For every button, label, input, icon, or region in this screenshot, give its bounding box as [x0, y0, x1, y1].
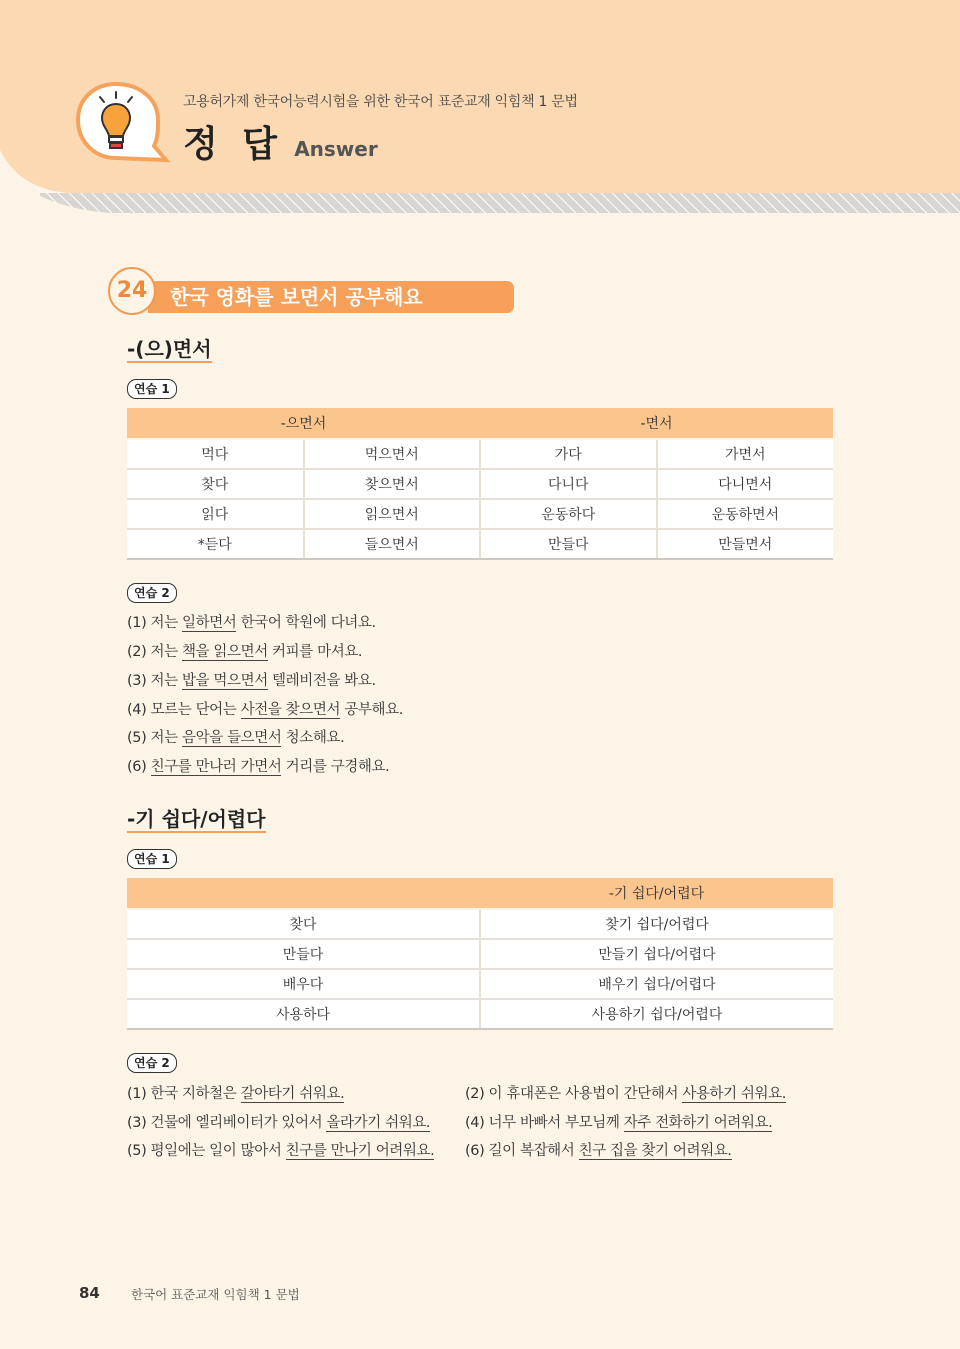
- answer-underline: 책을 읽으면서: [181, 644, 268, 660]
- answer-underline: 일하면서: [181, 615, 237, 631]
- table-cell: 만들면서: [657, 529, 834, 559]
- page-number: 84: [79, 1284, 100, 1302]
- table-cell: 가다: [480, 439, 657, 469]
- table-row: [127, 969, 833, 999]
- answer-underline: 자주 전화하기 어려워요.: [623, 1115, 773, 1131]
- lesson-title: 한국 영화를 보면서 공부해요: [170, 285, 423, 309]
- table-cell: 다니면서: [657, 469, 834, 499]
- table-row: [127, 939, 833, 969]
- answer-line: (6) 친구를 만나러 가면서 거리를 구경해요.: [127, 759, 390, 775]
- answer-table-gi-swipda: [127, 878, 833, 1030]
- table-cell: 찾으면서: [304, 469, 481, 499]
- answer-line: (5) 평일에는 일이 많아서 친구를 만나기 어려워요.: [127, 1143, 435, 1159]
- table-cell: 운동하면서: [657, 499, 834, 529]
- table-cell: 배우다: [127, 969, 480, 999]
- section-title-gi-swipda: -기 쉽다/어렵다: [127, 807, 266, 831]
- answer-underline: 친구를 만나러 가면서: [150, 759, 282, 775]
- answer-underline: 올라가기 쉬워요.: [326, 1115, 431, 1131]
- table-cell: 찾기 쉽다/어렵다: [480, 909, 833, 939]
- table-header-row: [127, 878, 833, 909]
- table-cell: 먹다: [127, 439, 304, 469]
- title-english: Answer: [294, 137, 378, 161]
- lesson-banner: [108, 267, 518, 315]
- table-row: [127, 499, 833, 529]
- answer-underline: 갈아타기 쉬워요.: [240, 1086, 345, 1102]
- answer-line: (1) 저는 일하면서 한국어 학원에 다녀요.: [127, 615, 376, 631]
- table-row: [127, 469, 833, 499]
- table-header-cell: [127, 878, 480, 909]
- lightbulb-icon: [74, 80, 170, 164]
- book-subtitle: 고용허가제 한국어능력시험을 위한 한국어 표준교재 익힘책 1 문법: [183, 94, 578, 110]
- table-header-cell: -면서: [480, 408, 833, 439]
- answer-table-myeonseo: [127, 408, 833, 560]
- table-cell: 가면서: [657, 439, 834, 469]
- table-cell: 들으면서: [304, 529, 481, 559]
- answer-underline: 친구 집을 찾기 어려워요.: [578, 1143, 732, 1159]
- answer-underline: 밥을 먹으면서: [181, 673, 268, 689]
- table-cell: 만들기 쉽다/어렵다: [480, 939, 833, 969]
- table-header-cell: -기 쉽다/어렵다: [480, 878, 833, 909]
- answer-line: (5) 저는 음악을 들으면서 청소해요.: [127, 730, 345, 746]
- practice-badge: 연습 1: [127, 849, 177, 869]
- answer-line: (3) 건물에 엘리베이터가 있어서 올라가기 쉬워요.: [127, 1115, 431, 1131]
- answer-underline: 음악을 들으면서: [181, 730, 282, 746]
- table-cell: 사용하기 쉽다/어렵다: [480, 999, 833, 1029]
- table-row: [127, 999, 833, 1029]
- title-korean: 정 답: [183, 124, 284, 165]
- table-cell: 먹으면서: [304, 439, 481, 469]
- table-header-row: [127, 408, 833, 439]
- section-title-myeonseo: -(으)면서: [127, 337, 212, 361]
- table-header-cell: -으면서: [127, 408, 480, 439]
- answer-line: (4) 너무 바빠서 부모님께 자주 전화하기 어려워요.: [465, 1115, 773, 1131]
- table-cell: 사용하다: [127, 999, 480, 1029]
- table-cell: 만들다: [480, 529, 657, 559]
- table-cell: 배우기 쉽다/어렵다: [480, 969, 833, 999]
- table-cell: *듣다: [127, 529, 304, 559]
- answer-line: (4) 모르는 단어는 사전을 찾으면서 공부해요.: [127, 702, 403, 718]
- answer-underline: 사용하기 쉬워요.: [682, 1086, 786, 1102]
- table-cell: 찾다: [127, 469, 304, 499]
- page-title: [183, 116, 378, 167]
- answer-underline: 친구를 만나기 어려워요.: [285, 1143, 435, 1159]
- answer-line: (1) 한국 지하철은 갈아타기 쉬워요.: [127, 1086, 345, 1102]
- practice-badge: 연습 2: [127, 1053, 177, 1073]
- table-cell: 만들다: [127, 939, 480, 969]
- table-row: [127, 439, 833, 469]
- answer-line: (2) 이 휴대폰은 사용법이 간단해서 사용하기 쉬워요.: [465, 1086, 786, 1102]
- lesson-number: 24: [108, 267, 156, 315]
- table-row: [127, 529, 833, 559]
- table-cell: 읽으면서: [304, 499, 481, 529]
- table-cell: 다니다: [480, 469, 657, 499]
- footer-book-title: 한국어 표준교재 익힘책 1 문법: [131, 1287, 300, 1302]
- answer-line: (3) 저는 밥을 먹으면서 텔레비전을 봐요.: [127, 673, 376, 689]
- table-row: [127, 909, 833, 939]
- answer-line: (2) 저는 책을 읽으면서 커피를 마셔요.: [127, 644, 363, 660]
- table-cell: 읽다: [127, 499, 304, 529]
- practice-badge: 연습 2: [127, 583, 177, 603]
- answer-line: (6) 길이 복잡해서 친구 집을 찾기 어려워요.: [465, 1143, 732, 1159]
- practice-badge: 연습 1: [127, 379, 177, 399]
- table-cell: 운동하다: [480, 499, 657, 529]
- answer-underline: 사전을 찾으면서: [240, 702, 341, 718]
- table-cell: 찾다: [127, 909, 480, 939]
